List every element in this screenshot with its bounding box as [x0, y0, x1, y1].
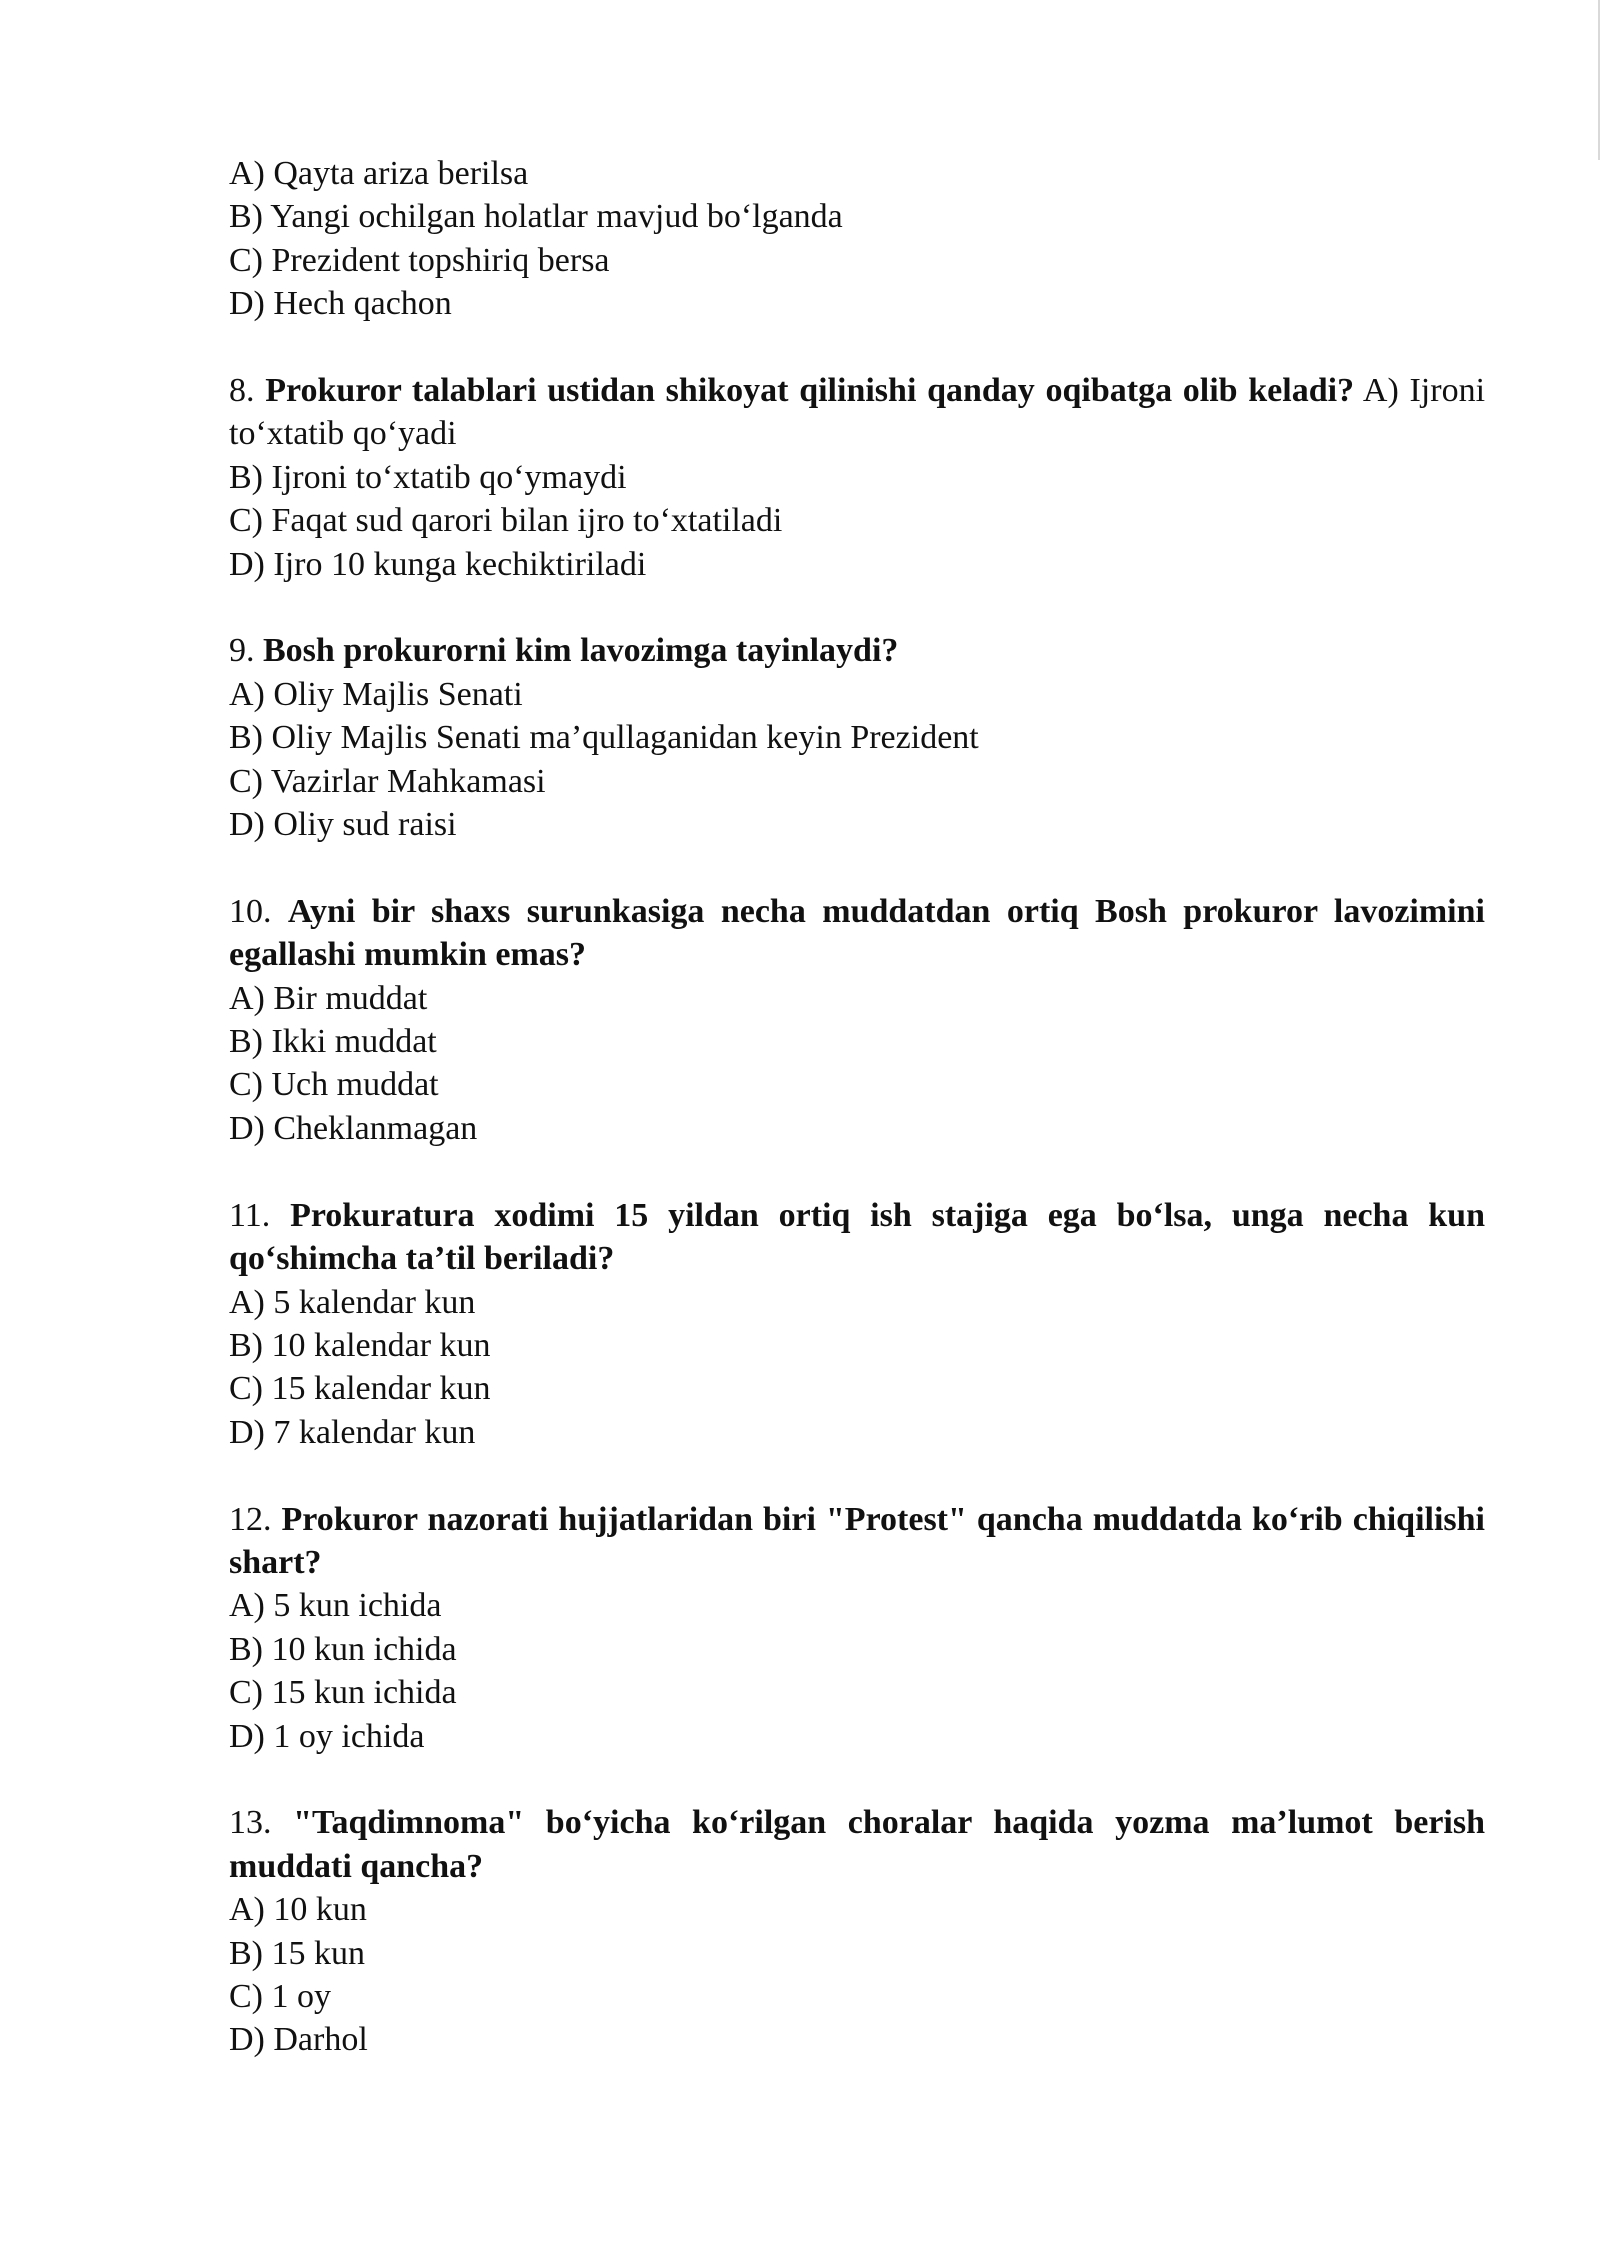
question-title: Bosh prokurorni kim lavozimga tayinlaydi? — [263, 632, 899, 670]
spacer — [229, 1150, 1485, 1193]
spacer — [229, 1454, 1485, 1497]
question-8 — [229, 369, 1485, 586]
question-text — [229, 1194, 1485, 1281]
option: A) Ijroni to‘xtatib qo‘yadi — [229, 372, 1486, 453]
option: B) 10 kalendar kun — [229, 1326, 491, 1364]
question-number: 9. — [229, 632, 255, 670]
option: B) 10 kun ichida — [229, 1630, 457, 1668]
option: C) 1 oy — [229, 1977, 331, 2015]
option: D) Hech qachon — [229, 285, 452, 323]
option: A) Oliy Majlis Senati — [229, 675, 523, 713]
option: B) 15 kun — [229, 1934, 365, 1972]
option: B) Oliy Majlis Senati ma’qullaganidan keyin Prezident — [229, 719, 979, 757]
option: B) Ikki muddat — [229, 1023, 437, 1061]
option: C) Prezident topshiriq bersa — [229, 241, 610, 279]
question-text — [229, 1801, 1485, 1888]
spacer — [229, 846, 1485, 889]
option: A) 5 kun ichida — [229, 1587, 442, 1625]
spacer — [229, 326, 1485, 369]
question-title: Ayni bir shaxs surunkasiga necha muddatdan ortiq Bosh prokuror lavozimini egallashi mumkin emas? — [229, 892, 1485, 974]
option: A) 10 kun — [229, 1891, 367, 1929]
option: A) Bir muddat — [229, 979, 428, 1017]
question-number: 13. — [229, 1804, 272, 1842]
option: B) Ijroni to‘xtatib qo‘ymaydi — [229, 458, 627, 496]
option: D) Ijro 10 kunga kechiktiriladi — [229, 545, 647, 583]
option: C) 15 kalendar kun — [229, 1370, 491, 1408]
question-13 — [229, 1801, 1485, 2061]
question-title: Prokuror talablari ustidan shikoyat qilinishi qanday oqibatga olib keladi? — [265, 372, 1355, 410]
option: C) Vazirlar Mahkamasi — [229, 762, 546, 800]
option: A) Qayta ariza berilsa — [229, 155, 529, 192]
spacer — [229, 586, 1485, 629]
question-text — [229, 890, 1485, 977]
option: C) Uch muddat — [229, 1066, 439, 1104]
question-number: 11. — [229, 1196, 271, 1234]
question-title: "Taqdimnoma" bo‘yicha ko‘rilgan choralar haqida yozma ma’lumot berish muddati qancha? — [229, 1804, 1486, 1885]
question-text — [229, 629, 1485, 672]
spacer — [229, 1758, 1485, 1801]
question-text — [229, 1498, 1485, 1585]
option: D) Darhol — [229, 2021, 368, 2059]
option: C) 15 kun ichida — [229, 1674, 457, 1712]
question-number: 10. — [229, 892, 272, 930]
option: D) 1 oy ichida — [229, 1717, 425, 1755]
option: D) 7 kalendar kun — [229, 1413, 476, 1451]
question-title: Prokuror nazorati hujjatlaridan biri "Protest" qancha muddatda ko‘rib chiqilishi shart? — [229, 1500, 1485, 1581]
question-10 — [229, 890, 1485, 1150]
option: B) Yangi ochilgan holatlar mavjud bo‘lganda — [229, 198, 843, 236]
question-9 — [229, 629, 1485, 846]
question-12 — [229, 1498, 1485, 1758]
question-title: Prokuratura xodimi 15 yildan ortiq ish stajiga ega bo‘lsa, unga necha kun qo‘shimcha ta’til beriladi? — [229, 1196, 1485, 1278]
document-page — [229, 152, 1485, 2062]
option: D) Cheklanmagan — [229, 1109, 478, 1147]
option: A) 5 kalendar kun — [229, 1283, 476, 1321]
question-number: 8. — [229, 372, 255, 410]
question-number: 12. — [229, 1500, 272, 1538]
option: C) Faqat sud qarori bilan ijro to‘xtatiladi — [229, 502, 783, 540]
question-11 — [229, 1194, 1485, 1454]
option: D) Oliy sud raisi — [229, 806, 457, 844]
intro-options — [229, 152, 1485, 326]
question-text — [229, 369, 1485, 456]
